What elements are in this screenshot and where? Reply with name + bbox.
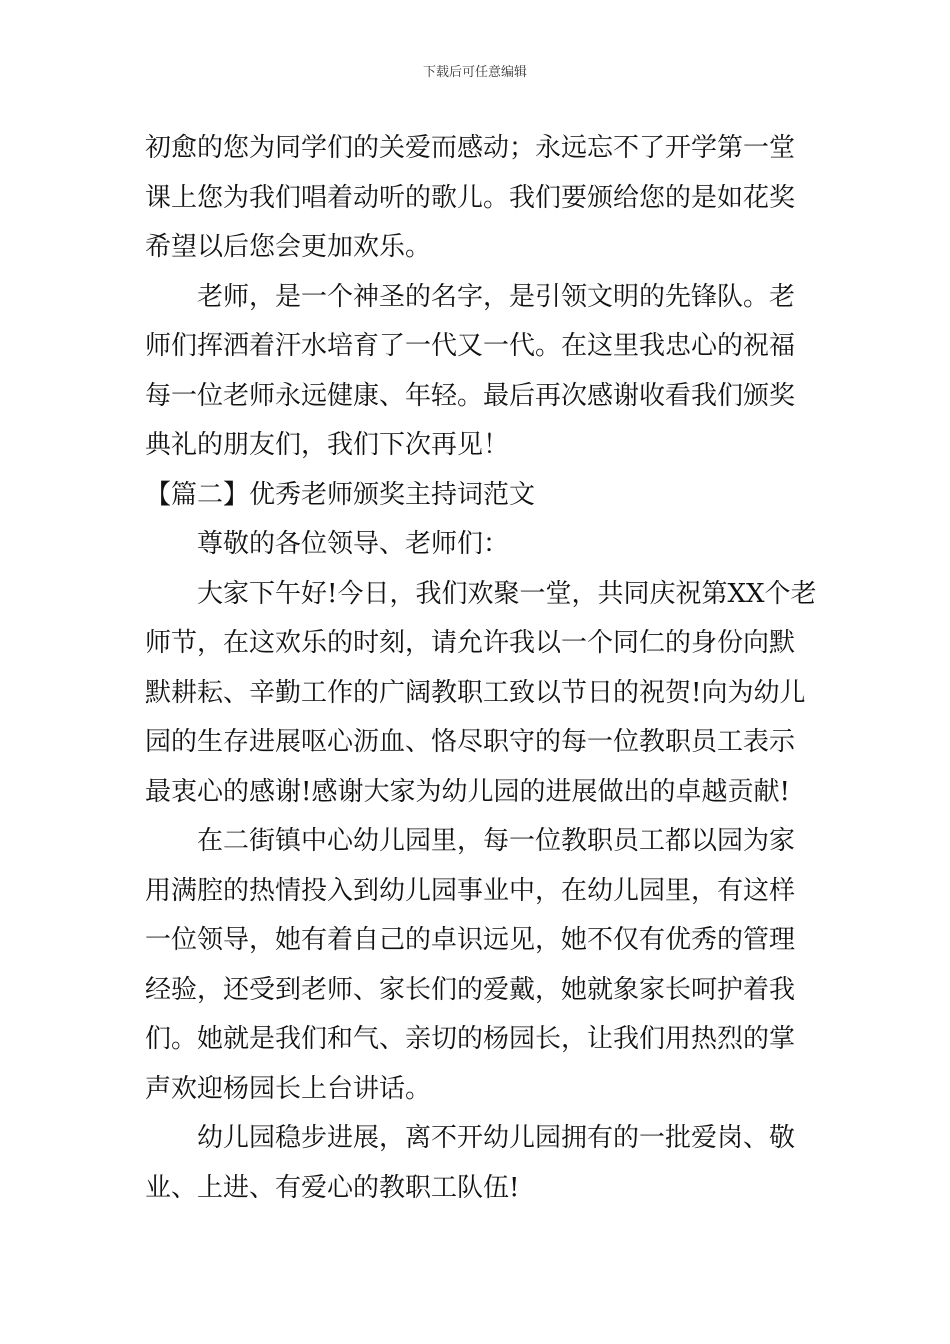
text-line: 典礼的朋友们，我们下次再见！ — [145, 430, 510, 460]
text-line: 一位领导，她有着自己的卓识远见，她不仅有优秀的管理 — [145, 925, 796, 955]
text-line: 用满腔的热情投入到幼儿园事业中，在幼儿园里，有这样 — [145, 875, 796, 906]
salutation-text: 尊敬的各位领导、老师们： — [197, 529, 510, 559]
text-line: 老师，是一个神圣的名字，是引领文明的先锋队。老 — [197, 281, 796, 312]
text-line: 们。她就是我们和气、亲切的杨园长，让我们用热烈的掌 — [145, 1024, 796, 1054]
text-line: 最衷心的感谢!感谢大家为幼儿园的进展做出的卓越贡献! — [145, 776, 790, 807]
text-line: 园的生存进展呕心沥血、恪尽职守的每一位教职员工表示 — [145, 727, 796, 757]
document-body — [145, 124, 817, 1213]
section-heading — [145, 471, 809, 521]
paragraph-3 — [145, 570, 817, 818]
paragraph-4 — [145, 817, 809, 1114]
text-line: 希望以后您会更加欢乐。 — [145, 232, 432, 262]
text-line: 初愈的您为同学们的关爱而感动；永远忘不了开学第一堂 — [145, 133, 796, 163]
section-heading-text: 【篇二】优秀老师颁奖主持词范文 — [145, 479, 536, 510]
text-line: 在二街镇中心幼儿园里，每一位教职员工都以园为家 — [197, 826, 796, 856]
text-line: 声欢迎杨园长上台讲话。 — [145, 1073, 432, 1104]
paragraph-2 — [145, 273, 809, 471]
text-line: 课上您为我们唱着动听的歌儿。我们要颁给您的是如花奖 — [145, 182, 796, 213]
text-line: 师们挥洒着汗水培育了一代又一代。在这里我忠心的祝福 — [145, 331, 796, 361]
page-header: 下载后可任意编辑 — [422, 65, 527, 80]
text-line: 业、上进、有爱心的教职工队伍! — [145, 1172, 520, 1203]
text-line: 默耕耘、辛勤工作的广阔教职工致以节日的祝贺!向为幼儿 — [145, 677, 806, 708]
text-line: 每一位老师永远健康、年轻。最后再次感谢收看我们颁奖 — [145, 380, 796, 411]
salutation — [145, 520, 809, 570]
paragraph-5 — [145, 1114, 809, 1213]
text-line: 幼儿园稳步进展，离不开幼儿园拥有的一批爱岗、敬 — [197, 1123, 796, 1153]
text-line: 经验，还受到老师、家长们的爱戴，她就象家长呵护着我 — [145, 974, 796, 1005]
paragraph-1 — [145, 124, 809, 273]
text-line: 师节，在这欢乐的时刻，请允许我以一个同仁的身份向默 — [145, 628, 796, 658]
text-line: 大家下午好!今日，我们欢聚一堂，共同庆祝第XX个老 — [197, 578, 817, 609]
